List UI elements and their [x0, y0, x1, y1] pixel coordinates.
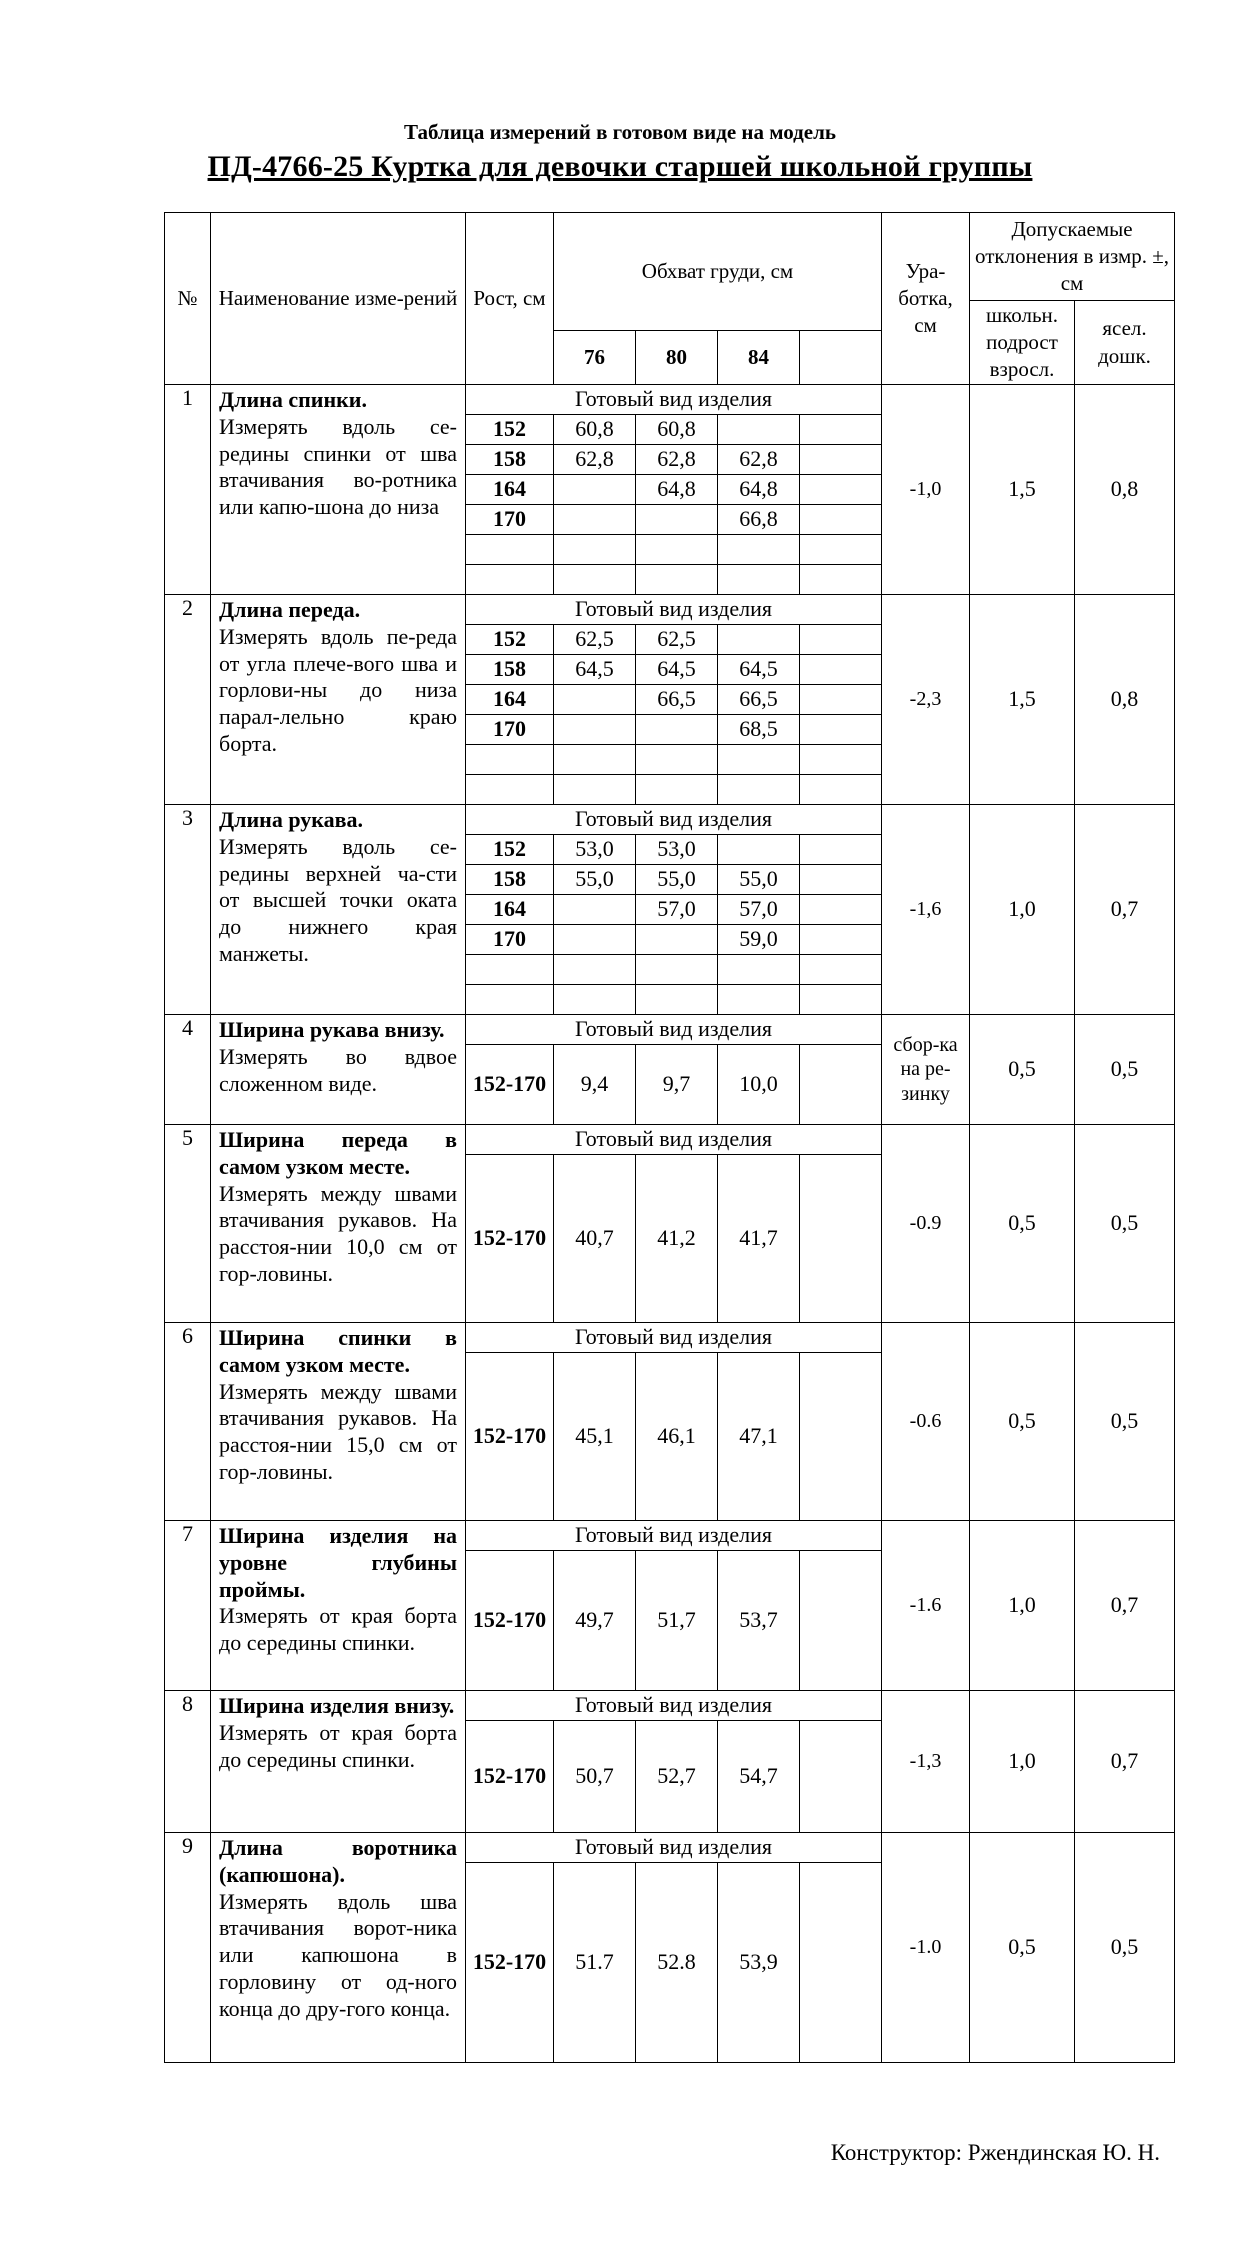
measurement-description: Измерять во вдвое сложенном виде.: [219, 1043, 457, 1096]
size-value-empty: [800, 475, 882, 505]
size-value: 50,7: [554, 1721, 636, 1833]
empty-cell: [718, 565, 800, 595]
measurement-title: Ширина спинки в самом узком месте.: [219, 1325, 457, 1377]
tolerance-school: 1,0: [970, 1691, 1075, 1833]
header-size-empty: [800, 331, 882, 385]
row-number: 1: [165, 385, 211, 595]
empty-cell: [466, 955, 554, 985]
ready-label: Готовый вид изделия: [466, 1521, 882, 1551]
processing-value: -2,3: [882, 595, 970, 805]
ready-label: Готовый вид изделия: [466, 1691, 882, 1721]
size-value-empty: [800, 445, 882, 475]
measurement-name-cell: [211, 1833, 466, 2063]
height-range: 152-170: [466, 1045, 554, 1125]
measurement-description: Измерять между швами втачивания рукавов. На расстоя-нии 15,0 см от гор-ловины.: [219, 1378, 457, 1485]
size-value: 41,7: [718, 1155, 800, 1323]
row-number: 8: [165, 1691, 211, 1833]
empty-cell: [554, 745, 636, 775]
empty-cell: [718, 745, 800, 775]
empty-cell: [800, 985, 882, 1015]
empty-cell: [636, 535, 718, 565]
document-title: ПД-4766-25 Куртка для девочки старшей школьной группы: [207, 150, 1033, 183]
tolerance-nursery: 0,8: [1075, 595, 1175, 805]
height-range: 152-170: [466, 1155, 554, 1323]
size-value-empty: [800, 1551, 882, 1691]
ready-label: Готовый вид изделия: [466, 805, 882, 835]
measurement-description: Измерять вдоль шва втачивания ворот-ника или капюшона в горловину от од-ного конца до дру-гого конца.: [219, 1888, 457, 2021]
empty-cell: [554, 535, 636, 565]
table-row: [165, 1323, 1175, 1353]
measurement-name-cell: [211, 385, 466, 595]
height-value: 164: [466, 895, 554, 925]
size-value: [554, 475, 636, 505]
size-value: 62,5: [636, 625, 718, 655]
measurement-title: Длина спинки.: [219, 387, 367, 412]
size-value: 52.8: [636, 1863, 718, 2063]
measurement-description: Измерять вдоль се-редины верхней ча-сти от высшей точки оката до нижнего края манжеты.: [219, 833, 457, 967]
size-value: [554, 925, 636, 955]
measurement-description: Измерять от края борта до середины спинки.: [219, 1719, 457, 1772]
height-value: 158: [466, 655, 554, 685]
header-size-76: 76: [554, 331, 636, 385]
size-value: [636, 715, 718, 745]
ready-label: Готовый вид изделия: [466, 1125, 882, 1155]
size-value: [554, 895, 636, 925]
height-range: 152-170: [466, 1353, 554, 1521]
measurement-name-cell: [211, 1323, 466, 1521]
size-value: 62,5: [554, 625, 636, 655]
row-number: 2: [165, 595, 211, 805]
header-tol-nursery: ясел. дошк.: [1075, 301, 1175, 385]
empty-cell: [800, 775, 882, 805]
ready-label: Готовый вид изделия: [466, 385, 882, 415]
tolerance-school: 0,5: [970, 1125, 1075, 1323]
size-value: 60,8: [636, 415, 718, 445]
processing-value: -1,0: [882, 385, 970, 595]
size-value-empty: [800, 835, 882, 865]
height-value: 152: [466, 835, 554, 865]
size-value-empty: [800, 1863, 882, 2063]
measurement-description: Измерять от края борта до середины спинки.: [219, 1603, 457, 1656]
processing-value: сбор-ка на ре-зинку: [882, 1015, 970, 1125]
size-value-empty: [800, 1353, 882, 1521]
size-value-empty: [800, 685, 882, 715]
height-value: 152: [466, 625, 554, 655]
height-value: 170: [466, 505, 554, 535]
size-value: 64,5: [636, 655, 718, 685]
size-value: 55,0: [554, 865, 636, 895]
table-row: [165, 1833, 1175, 1863]
size-value: 68,5: [718, 715, 800, 745]
size-value: [718, 835, 800, 865]
size-value: 66,5: [636, 685, 718, 715]
measurement-title: Ширина изделия внизу.: [219, 1693, 455, 1718]
height-value: 164: [466, 685, 554, 715]
tolerance-nursery: 0,8: [1075, 385, 1175, 595]
measurement-name-cell: [211, 1691, 466, 1833]
size-value: 66,8: [718, 505, 800, 535]
measurement-title: Ширина переда в самом узком месте.: [219, 1127, 457, 1179]
empty-cell: [636, 775, 718, 805]
header-height: Рост, см: [466, 213, 554, 385]
size-value: 57,0: [636, 895, 718, 925]
size-value-empty: [800, 505, 882, 535]
empty-cell: [718, 985, 800, 1015]
tolerance-nursery: 0,5: [1075, 1015, 1175, 1125]
size-value: 64,5: [718, 655, 800, 685]
processing-value: -1,3: [882, 1691, 970, 1833]
row-number: 5: [165, 1125, 211, 1323]
tolerance-nursery: 0,5: [1075, 1323, 1175, 1521]
processing-value: -1.0: [882, 1833, 970, 2063]
measurement-title: Длина рукава.: [219, 807, 363, 832]
size-value: [636, 925, 718, 955]
size-value: 52,7: [636, 1721, 718, 1833]
size-value: 41,2: [636, 1155, 718, 1323]
size-value-empty: [800, 925, 882, 955]
table-row: [165, 805, 1175, 835]
measurement-description: Измерять вдоль пе-реда от угла плече-вого шва и горлови-ны до низа парал-лельно краю борта.: [219, 623, 457, 757]
table-row: [165, 1125, 1175, 1155]
size-value: 55,0: [718, 865, 800, 895]
measurement-title: Длина воротника (капюшона).: [219, 1835, 457, 1887]
size-value: 62,8: [718, 445, 800, 475]
empty-cell: [554, 985, 636, 1015]
processing-value: -0.9: [882, 1125, 970, 1323]
size-value: 51,7: [636, 1551, 718, 1691]
size-value: 64,8: [718, 475, 800, 505]
empty-cell: [466, 745, 554, 775]
empty-cell: [466, 535, 554, 565]
size-value: [554, 715, 636, 745]
size-value-empty: [800, 865, 882, 895]
size-value: 46,1: [636, 1353, 718, 1521]
empty-cell: [718, 955, 800, 985]
height-value: 158: [466, 445, 554, 475]
page-title: Таблица измерений в готовом виде на модель: [403, 120, 837, 144]
header-processing: Ура-ботка, см: [882, 213, 970, 385]
size-value-empty: [800, 895, 882, 925]
size-value: [636, 505, 718, 535]
tolerance-nursery: 0,7: [1075, 1521, 1175, 1691]
tolerance-school: 1,0: [970, 1521, 1075, 1691]
table-row: [165, 1691, 1175, 1721]
empty-cell: [554, 955, 636, 985]
tolerance-school: 0,5: [970, 1323, 1075, 1521]
size-value: 62,8: [636, 445, 718, 475]
tolerance-nursery: 0,5: [1075, 1125, 1175, 1323]
ready-label: Готовый вид изделия: [466, 1833, 882, 1863]
measurement-description: Измерять вдоль се-редины спинки от шва втачивания во-ротника или капю-шона до низа: [219, 413, 457, 520]
header-tolerance: Допускаемые отклонения в измр. ±, см: [970, 213, 1175, 301]
size-value-empty: [800, 1721, 882, 1833]
empty-cell: [718, 535, 800, 565]
row-number: 6: [165, 1323, 211, 1521]
header-size-80: 80: [636, 331, 718, 385]
size-value-empty: [800, 625, 882, 655]
header-number: №: [165, 213, 211, 385]
size-value: 9,4: [554, 1045, 636, 1125]
size-value-empty: [800, 415, 882, 445]
empty-cell: [800, 955, 882, 985]
measurement-name-cell: [211, 805, 466, 1015]
table-row: [165, 1015, 1175, 1045]
tolerance-nursery: 0,5: [1075, 1833, 1175, 2063]
measurement-description: Измерять между швами втачивания рукавов. На расстоя-нии 10,0 см от гор-ловины.: [219, 1180, 457, 1287]
header-name: Наименование изме-рений: [211, 213, 466, 385]
table-row: [165, 385, 1175, 415]
size-value: 45,1: [554, 1353, 636, 1521]
size-value: 9,7: [636, 1045, 718, 1125]
empty-cell: [800, 745, 882, 775]
size-value: 57,0: [718, 895, 800, 925]
size-value: 60,8: [554, 415, 636, 445]
empty-cell: [718, 775, 800, 805]
ready-label: Готовый вид изделия: [466, 1015, 882, 1045]
measurement-title: Длина переда.: [219, 597, 361, 622]
empty-cell: [636, 745, 718, 775]
tolerance-school: 1,0: [970, 805, 1075, 1015]
empty-cell: [466, 565, 554, 595]
tolerance-school: 0,5: [970, 1015, 1075, 1125]
processing-value: -1.6: [882, 1521, 970, 1691]
empty-cell: [554, 775, 636, 805]
measurement-title: Ширина изделия на уровне глубины проймы.: [219, 1523, 457, 1602]
tolerance-school: 1,5: [970, 595, 1075, 805]
ready-label: Готовый вид изделия: [466, 595, 882, 625]
size-value: 49,7: [554, 1551, 636, 1691]
measurement-name-cell: [211, 1015, 466, 1125]
size-value: [554, 505, 636, 535]
measurement-table: [164, 212, 1175, 2063]
size-value-empty: [800, 1155, 882, 1323]
tolerance-nursery: 0,7: [1075, 805, 1175, 1015]
height-value: 170: [466, 715, 554, 745]
size-value: 53,0: [554, 835, 636, 865]
row-number: 4: [165, 1015, 211, 1125]
header-tol-school: школьн. подрост взросл.: [970, 301, 1075, 385]
size-value: 62,8: [554, 445, 636, 475]
row-number: 3: [165, 805, 211, 1015]
row-number: 9: [165, 1833, 211, 2063]
size-value: 53,0: [636, 835, 718, 865]
size-value-empty: [800, 655, 882, 685]
height-range: 152-170: [466, 1863, 554, 2063]
empty-cell: [466, 985, 554, 1015]
measurement-name-cell: [211, 1521, 466, 1691]
size-value-empty: [800, 715, 882, 745]
ready-label: Готовый вид изделия: [466, 1323, 882, 1353]
row-number: 7: [165, 1521, 211, 1691]
empty-cell: [636, 955, 718, 985]
height-value: 170: [466, 925, 554, 955]
empty-cell: [554, 565, 636, 595]
empty-cell: [636, 985, 718, 1015]
processing-value: -0.6: [882, 1323, 970, 1521]
measurement-name-cell: [211, 1125, 466, 1323]
size-value: 55,0: [636, 865, 718, 895]
size-value: 66,5: [718, 685, 800, 715]
size-value: 53,9: [718, 1863, 800, 2063]
table-row: [165, 595, 1175, 625]
tolerance-school: 0,5: [970, 1833, 1075, 2063]
tolerance-nursery: 0,7: [1075, 1691, 1175, 1833]
size-value: 10,0: [718, 1045, 800, 1125]
height-range: 152-170: [466, 1721, 554, 1833]
processing-value: -1,6: [882, 805, 970, 1015]
size-value: [718, 625, 800, 655]
empty-cell: [800, 535, 882, 565]
size-value: 47,1: [718, 1353, 800, 1521]
size-value: 64,8: [636, 475, 718, 505]
size-value-empty: [800, 1045, 882, 1125]
empty-cell: [636, 565, 718, 595]
size-value: [554, 685, 636, 715]
header-chest: Обхват груди, см: [554, 213, 882, 331]
size-value: 40,7: [554, 1155, 636, 1323]
empty-cell: [466, 775, 554, 805]
tolerance-school: 1,5: [970, 385, 1075, 595]
height-range: 152-170: [466, 1551, 554, 1691]
size-value: 54,7: [718, 1721, 800, 1833]
height-value: 158: [466, 865, 554, 895]
size-value: 59,0: [718, 925, 800, 955]
header-size-84: 84: [718, 331, 800, 385]
size-value: 51.7: [554, 1863, 636, 2063]
height-value: 164: [466, 475, 554, 505]
signature: Конструктор: Ржендинская Ю. Н.: [830, 2140, 1160, 2165]
size-value: 53,7: [718, 1551, 800, 1691]
table-row: [165, 1521, 1175, 1551]
empty-cell: [800, 565, 882, 595]
measurement-title: Ширина рукава внизу.: [219, 1017, 445, 1042]
size-value: [718, 415, 800, 445]
height-value: 152: [466, 415, 554, 445]
size-value: 64,5: [554, 655, 636, 685]
measurement-name-cell: [211, 595, 466, 805]
